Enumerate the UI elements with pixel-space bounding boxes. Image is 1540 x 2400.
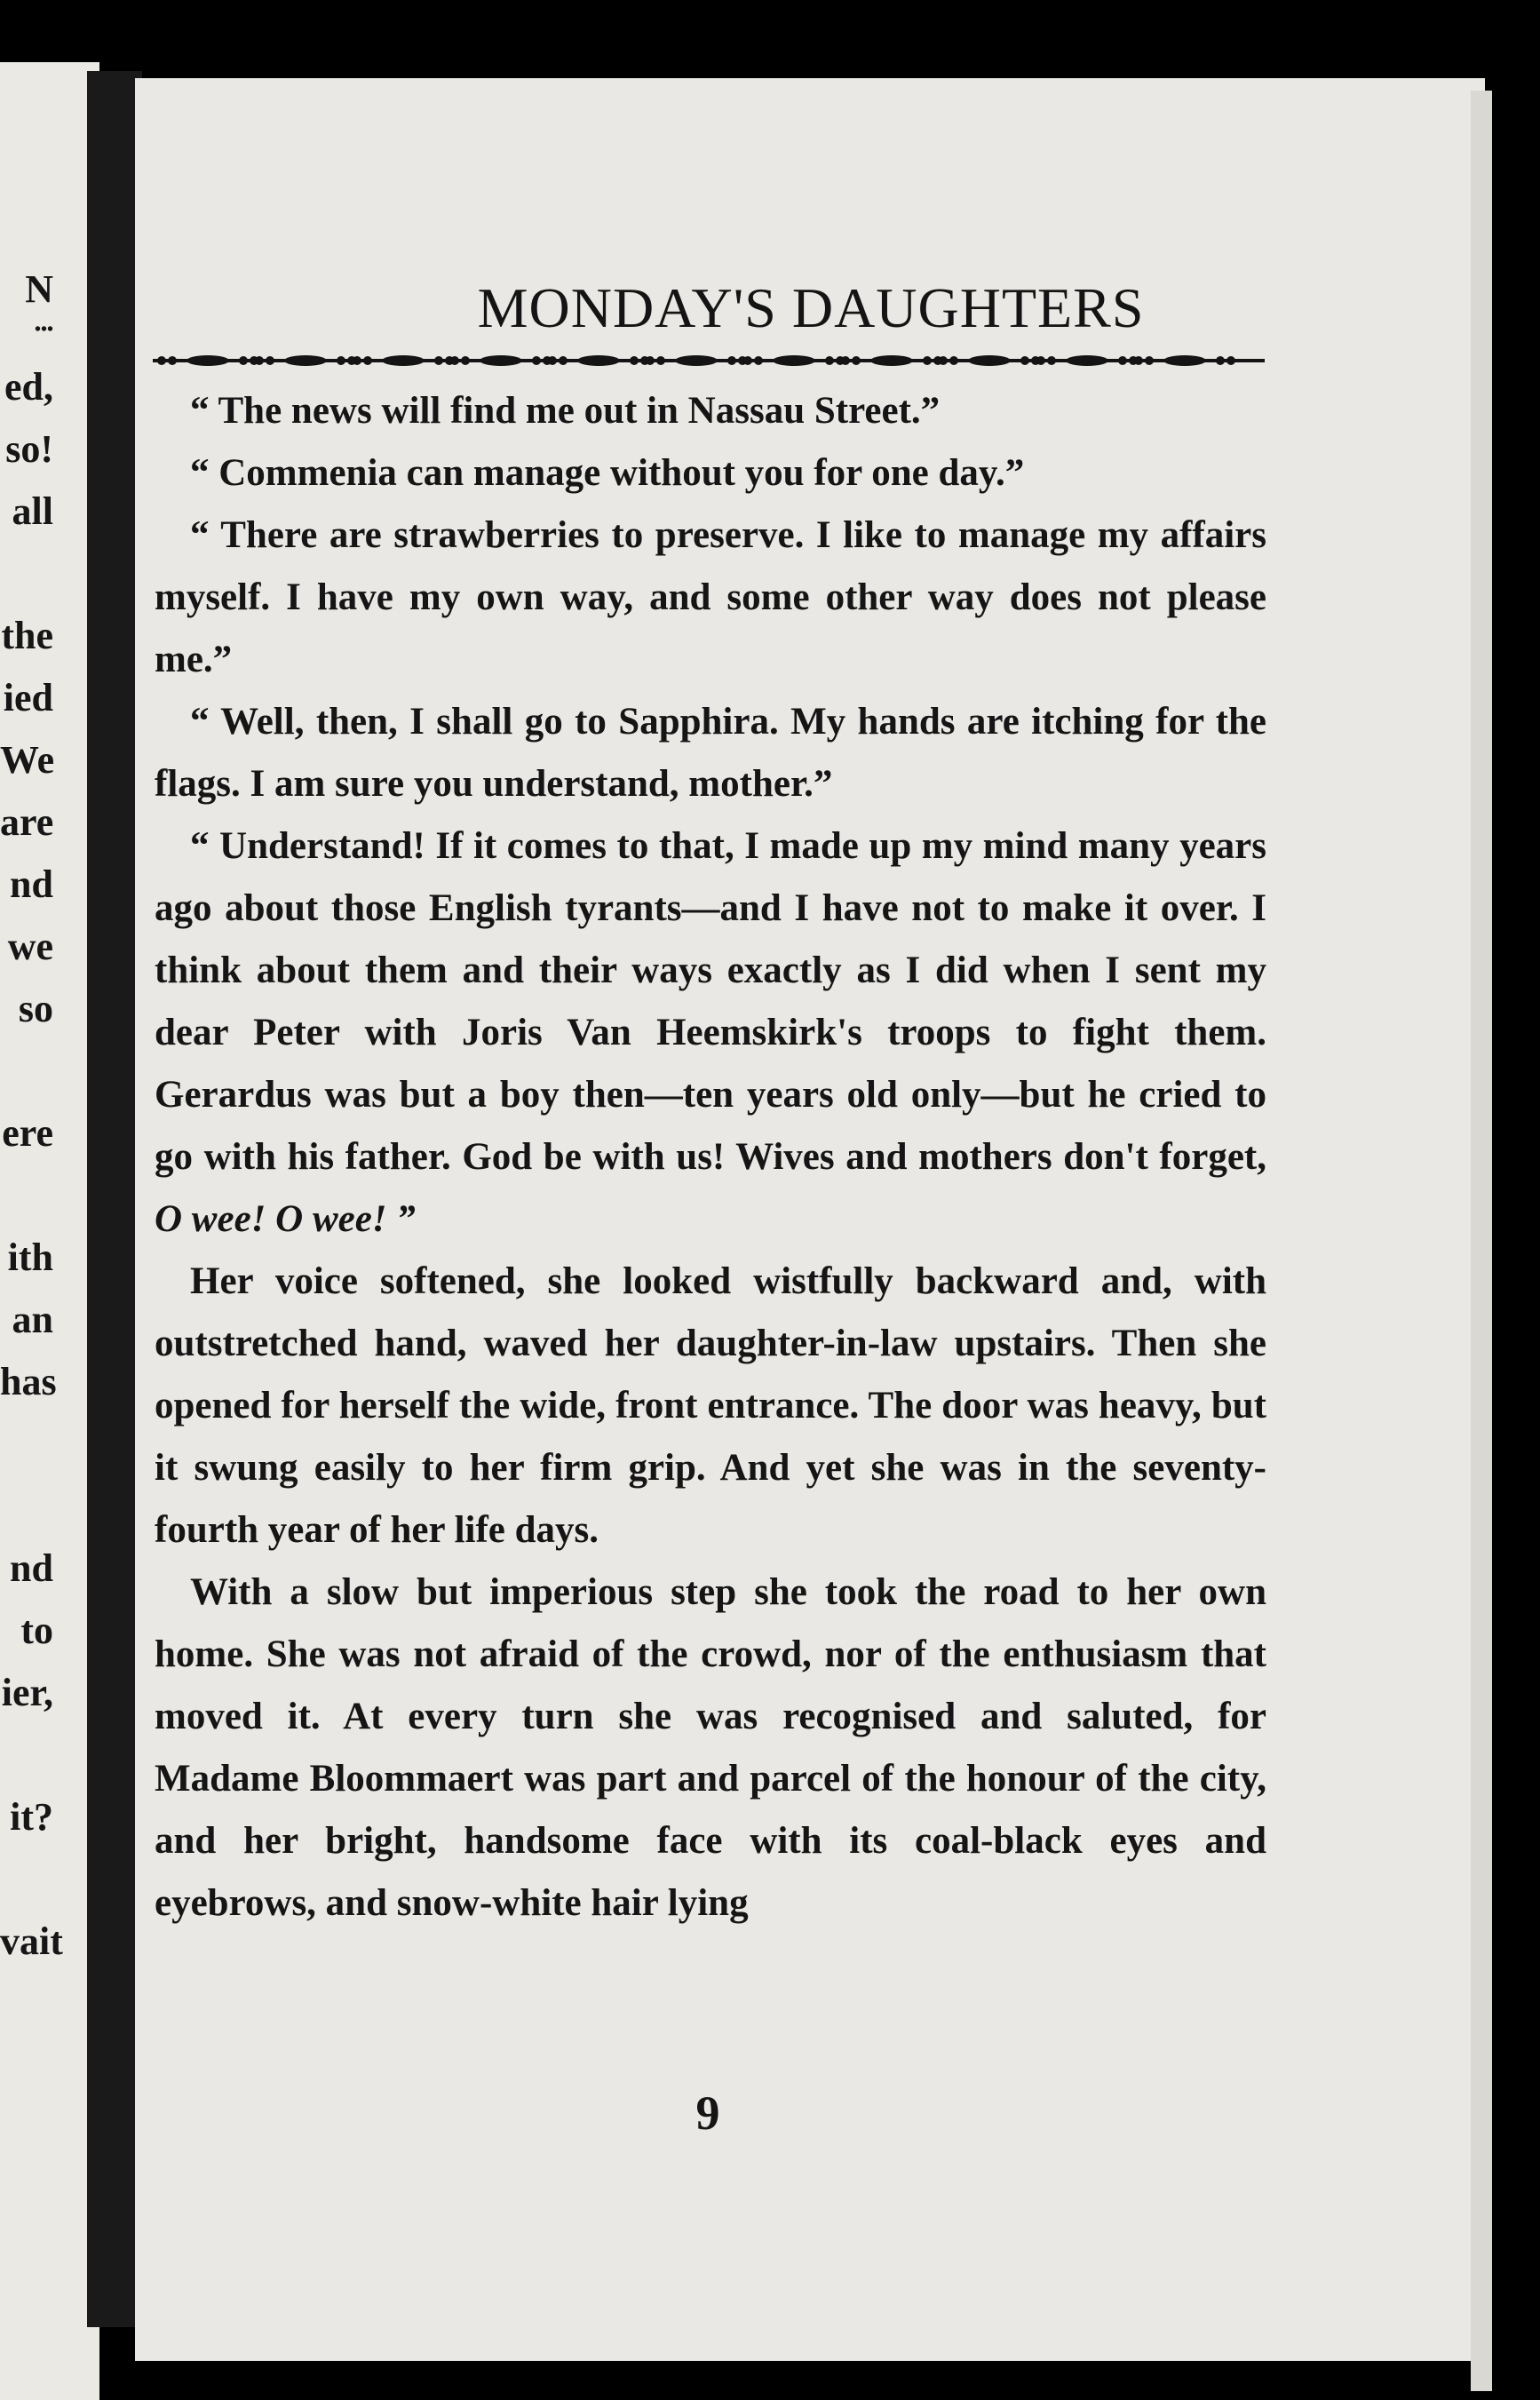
facing-line: we	[7, 925, 53, 968]
facing-line: ied	[3, 676, 53, 719]
facing-line: nd	[10, 862, 53, 906]
running-header: MONDAY'S DAUGHTERS	[477, 276, 1145, 339]
page-number: 9	[695, 2086, 720, 2140]
page-body	[155, 380, 1266, 1935]
facing-line: the	[1, 614, 53, 657]
paragraph: With a slow but imperious step she took the road to her own home. She was not afraid of the crowd, nor of the enthusiasm that moved it. At every turn she was recognised and saluted, for Madame Bloommaert was part and parcel of the honour of the city, and her bright, handsome face with its coal-black eyes and eyebrows, and snow-white hair lying	[155, 1571, 1266, 1924]
paragraph: “ There are strawberries to preserve. I like to manage my affairs myself. I have my own way, and some other way does not please me.”	[155, 514, 1266, 680]
paragraph-with-italic	[155, 815, 1266, 1251]
facing-line: are	[0, 800, 54, 844]
facing-line: ier,	[1, 1671, 53, 1714]
paragraph-text: “ Understand! If it comes to that, I made up my mind many years ago about those English tyrants—and I have not to make it over. I think about them and their ways exactly as I did when I sent my dear Peter with Joris Van Heemskirk's troops to fight them. Gerardus was but a boy then—ten years old only—but he cried to go with his father. God be with us! Wives and mothers don't forget,	[155, 825, 1266, 1178]
facing-page	[0, 62, 99, 2400]
facing-line: We	[0, 738, 55, 782]
facing-line: ed,	[4, 365, 53, 409]
paragraph: “ The news will find me out in Nassau Street.”	[190, 390, 941, 432]
facing-line: all	[12, 489, 53, 533]
facing-line: ith	[7, 1236, 53, 1279]
italic-exclamation: O wee! O wee! ”	[155, 1198, 416, 1240]
paragraph: “ Commenia can manage without you for one day.”	[190, 452, 1025, 494]
paragraph: Her voice softened, she looked wistfully backward and, with outstretched hand, waved her daughter-in-law upstairs. Then she opened for herself the wide, front entrance. The door was heavy, but it swung easily to her firm grip. And yet she was in the seventy-fourth year of her life days.	[155, 1260, 1266, 1551]
facing-line: so!	[5, 427, 53, 471]
facing-line: N	[25, 267, 53, 311]
facing-line: to	[20, 1609, 53, 1652]
facing-line: vait	[0, 1919, 63, 1963]
book-page	[135, 78, 1485, 2361]
facing-line: has	[0, 1360, 57, 1403]
book-gutter	[87, 71, 142, 2327]
facing-line: so	[18, 987, 53, 1030]
page-edge	[1471, 91, 1492, 2391]
facing-line: it?	[10, 1795, 53, 1839]
facing-line: •••	[34, 320, 53, 339]
facing-line: nd	[10, 1546, 53, 1590]
ornamental-rule	[153, 354, 1265, 368]
paragraph: “ Well, then, I shall go to Sapphira. My hands are itching for the flags. I am sure you understand, mother.”	[155, 701, 1266, 805]
facing-line: an	[12, 1298, 53, 1341]
facing-line: ere	[2, 1111, 53, 1155]
